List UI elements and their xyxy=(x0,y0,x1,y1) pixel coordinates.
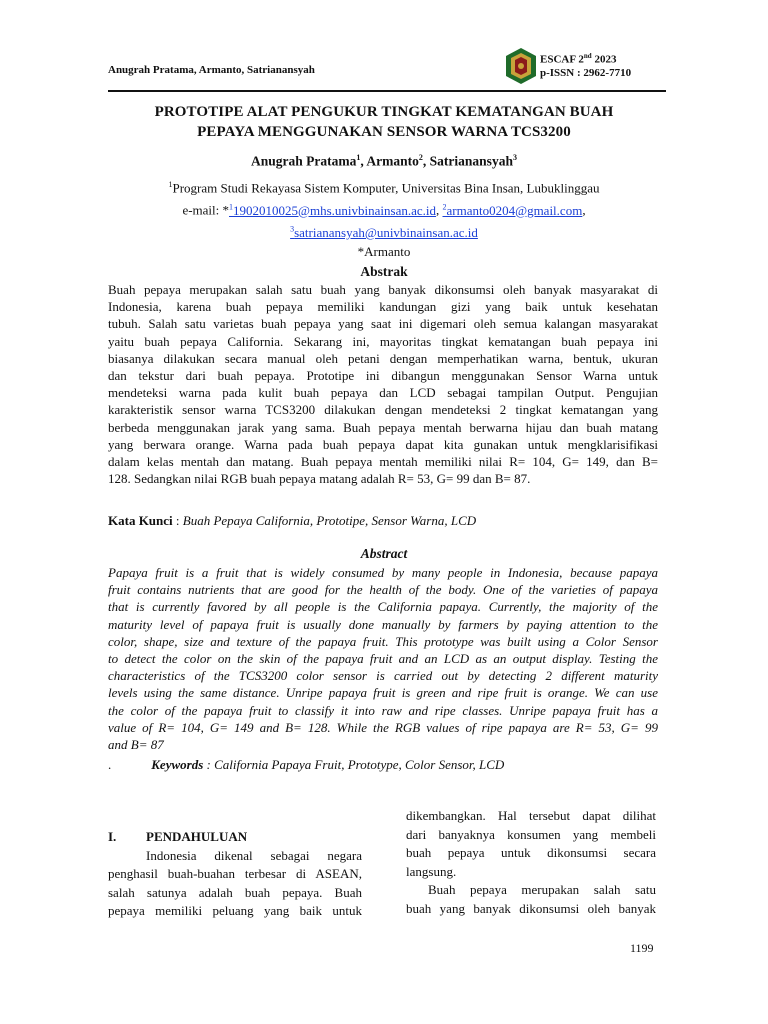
paragraph-line: buah yang banyak dikonsumsi oleh banyak xyxy=(406,900,656,916)
section-intro-text xyxy=(108,847,362,921)
abstrak-line: Indonesia, karena buah pepaya memiliki kandungan gizi yang baik untuk kesehatan xyxy=(108,299,658,315)
running-head-authors: Anugrah Pratama, Armanto, Satrianansyah xyxy=(108,64,315,76)
author-list: Anugrah Pratama$^1$, Armanto$^2$, Satrianansyah$^3$ xyxy=(251,153,517,169)
paragraph-line: dari banyaknya konsumen yang membeli xyxy=(406,826,656,842)
kata-kunci: Kata Kunci : Buah Pepaya California, Prototipe, Sensor Warna, LCD xyxy=(108,513,477,528)
abstract-heading: Abstract xyxy=(360,546,408,561)
abstract-line: that is currently favored by all people is the California papaya. Currently, the majority of the xyxy=(108,599,658,615)
paragraph-line: pepaya memiliki peluang yang baik untuk xyxy=(108,903,362,918)
abstract-line: to detect the color on the skin of the papaya fruit and an LCD as an output display. Testing the xyxy=(108,651,658,667)
abstract-line: levels using the same distance. Unripe papaya fruit is green and ripe fruit is orange. We can use xyxy=(108,685,658,701)
abstract-line: maturity level of papaya fruit is usually done manually by farmers by paying attention to the xyxy=(108,616,658,632)
paragraph-line: Buah pepaya merupakan salah satu xyxy=(428,882,656,897)
journal-info xyxy=(540,50,631,80)
paragraph-line: salah satunya adalah buah pepaya. Buah xyxy=(108,884,362,900)
left-column xyxy=(108,828,362,921)
abstract-line: Papaya fruit is a fruit that is widely consumed by many people in Indonesia, because papaya xyxy=(108,565,658,580)
abstrak-line: berbeda menggunakan jarak yang sama. Buah pepaya mentah berwarna hijau dan buah matang xyxy=(108,419,658,435)
paragraph-line: Indonesia dikenal sebagai negara xyxy=(146,847,362,863)
page-number: 1199 xyxy=(630,941,654,955)
paragraph-line: penghasil buah-buahan terbesar di ASEAN, xyxy=(108,866,362,881)
abstract-body xyxy=(108,564,658,753)
abstrak-line: karakteristik sensor warna TCS3200 dilakukan dengan mendeteksi 2 tingkat kematangan yang xyxy=(108,402,658,418)
abstract-line: characteristics of the TCS3200 color sensor is carried out by detecting 2 different maturity xyxy=(108,668,658,684)
corresponding-author: *Armanto xyxy=(357,243,411,259)
email-link-2[interactable]: $^2$armanto0204@gmail.com xyxy=(442,202,583,218)
section-second-paragraph xyxy=(406,881,656,918)
abstract-line: value of R= 104, G= 149 and B= 128. While the RGB values of ripe papaya are R= 53, G= 99 xyxy=(108,719,658,735)
abstrak-heading: Abstrak xyxy=(360,264,408,279)
section-intro-continued xyxy=(406,807,656,881)
abstrak-line: tubuh. Salah satu varietas buah pepaya yang saat ini digemari oleh semua kalangan masyarakat xyxy=(108,316,658,332)
abstrak-line: mendeteksi warna pada kulit buah pepaya dan LCD sebagai tampilan Output. Pengujian xyxy=(108,385,658,401)
abstrak-line: dan tekstur dari buah pepaya. Prototipe ini dibangun menggunakan Sensor Warna untuk xyxy=(108,368,658,384)
abstrak-line: yang berwara orange. Warna pada buah pepaya dapat kita gunakan untuk mengklarisifikasi xyxy=(108,436,658,452)
abstrak-line: Buah pepaya merupakan salah satu buah yang banyak dikonsumsi oleh banyak masyarakat di xyxy=(108,282,658,297)
affiliation-line: $^1$Program Studi Rekayasa Sistem Komputer, Universitas Bina Insan, Lubuklinggau xyxy=(168,180,600,196)
issn: p-ISSN : 2962-7710 xyxy=(540,66,632,79)
header-rule xyxy=(108,90,666,92)
abstract-line: and B= 87 xyxy=(108,737,164,753)
abstrak-line: dalam kelas mentah dan matang. Buah pepaya mentah memiliki nilai R= 104, G= 149, dan B= xyxy=(108,454,658,470)
email-line-2 xyxy=(108,220,660,242)
affiliation-block xyxy=(108,175,660,261)
abstrak-line: biasanya dilakukan secara manual oleh petani dengan memperhatikan warna, bentuk, ukuran xyxy=(108,350,658,366)
conference-name: ESCAF 2nd 2023 xyxy=(540,52,617,66)
abstract-line: the color of the papaya fruit to classify it into raw and ripe classes. Unripe papaya fruit has a xyxy=(108,702,658,718)
paper-title: PROTOTIPE ALAT PENGUKUR TINGKAT KEMATANGAN BUAH PEPAYA MENGGUNAKAN SENSOR WARNA TCS3200 xyxy=(154,104,614,140)
paragraph-line: buah pepaya untuk dikonsumsi secara xyxy=(406,845,656,860)
paragraph-line: dikembangkan. Hal tersebut dapat dilihat xyxy=(406,808,656,823)
email-link-1[interactable]: $^1$1902010025@mhs.univbinainsan.ac.id xyxy=(229,202,436,218)
university-crest-icon xyxy=(504,47,538,85)
right-column xyxy=(406,807,656,918)
section-heading: I. PENDAHULUAN xyxy=(108,829,248,844)
paragraph-line: langsung. xyxy=(406,863,457,879)
email-line: e-mail: *$^1$1902010025@mhs.univbinainsan.ac.id, $^2$armanto0204@gmail.com, xyxy=(182,202,586,218)
abstrak-body xyxy=(108,281,658,487)
abstract-line: color, shape, size and texture of the papaya fruit. This prototype was built using a Color Sensor xyxy=(108,633,658,649)
abstrak-line: yaitu buah pepaya California. Sekarang ini, mayoritas tingkat kematangan buah pepaya ini xyxy=(108,333,658,349)
email-link-3[interactable]: $^3$satrianansyah@univbinainsan.ac.id xyxy=(290,224,478,240)
keywords: . Keywords : California Papaya Fruit, Prototype, Color Sensor, LCD xyxy=(108,757,505,772)
abstrak-line: 128. Sedangkan nilai RGB buah pepaya matang adalah R= 53, G= 99 dan B= 87. xyxy=(108,471,531,487)
abstract-line: fruit contains nutrients that are good for the health of the body. One of the varieties of papaya xyxy=(108,582,658,598)
